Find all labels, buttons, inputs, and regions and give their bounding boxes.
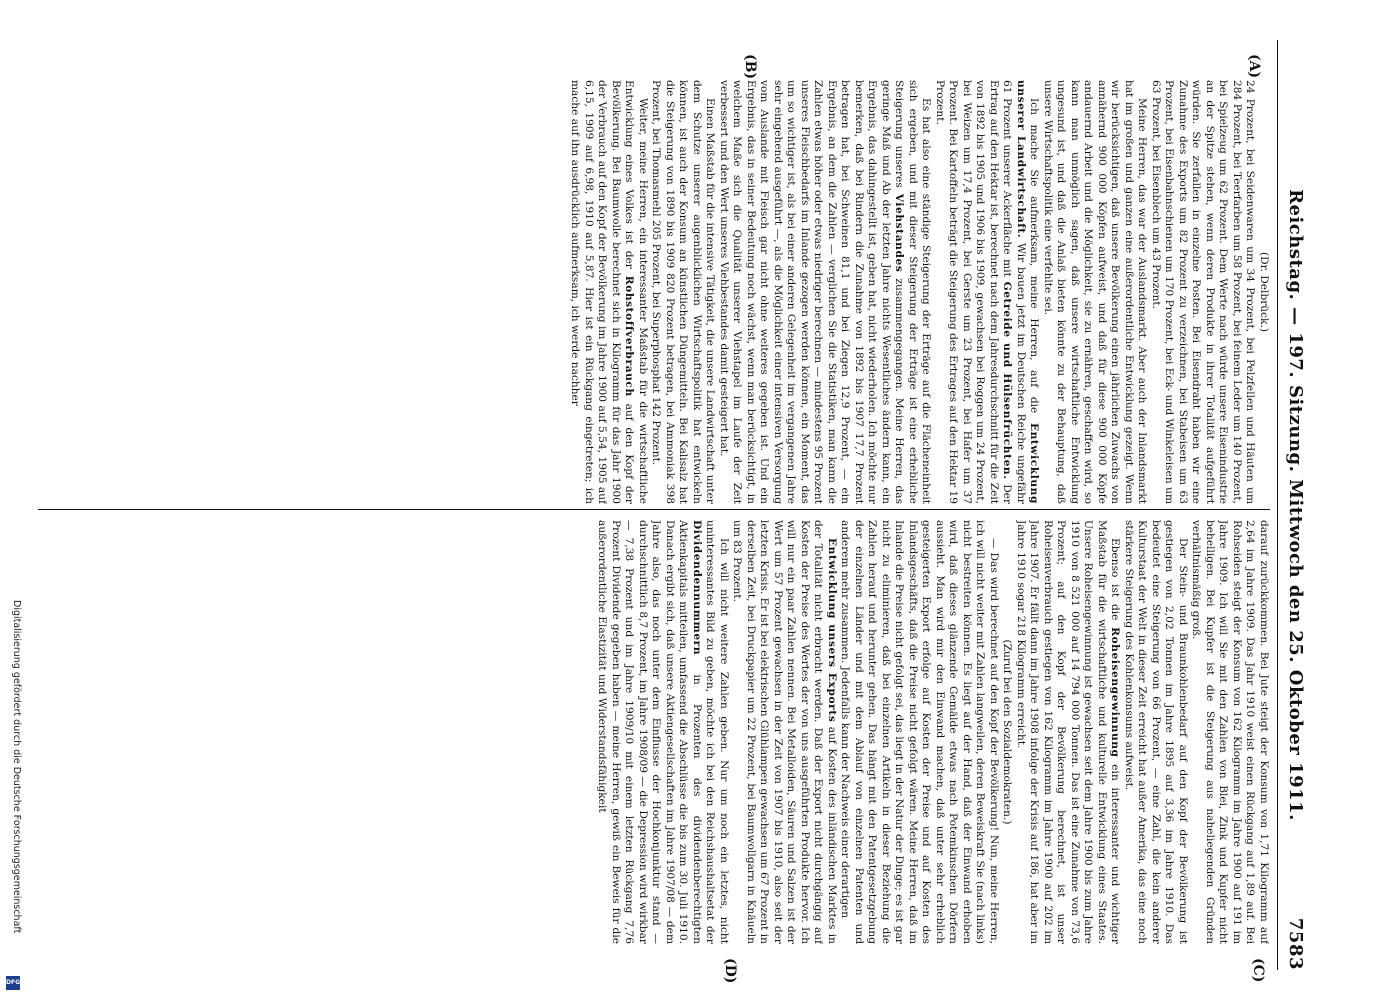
rotated-page bbox=[28, 0, 1318, 1000]
paragraph bbox=[730, 520, 838, 944]
text-run: auf Kosten des inländischen Marktes in der Totalität nicht erbracht werden. Daß der Export nicht durchgängig auf Kosten der Preise des Wertes der von uns ausgeführten Produkte hervor. Ich will nur ein paar Zahlen nennen. Bei Metalloiden, Säuren und Salzen ist der Wert um 57 Prozent gewachsen in der Zeit von 1907 bis 1910, also seit der letzten Krisis. Er ist bei elektrischen Glühlampen gewachsen um 67 Prozent in derselben Zeit, bei Druckpapier um 22 Prozent, bei Baumwollgarn in Knäueln um 83 Prozent. bbox=[731, 520, 838, 944]
header-rule bbox=[1277, 40, 1278, 970]
paragraph: darauf zurückkommen. Bei Jute steigt der Konsum von 1,71 Kilogramm auf 2,64 im Jahre 1909. Das Jahr 1910 weist einen Rückgang auf 1,89 auf. Bei Rohseiden steigt der Konsum von 162 Kilogramm im Jahre 1900 auf 191 im Jahre 1909. Ich will Sie mit den Zahlen von Blei, Zink und Kupfer nicht behelligen. Bei Kupfer ist die Steigerung aus naheliegenden Gründen verhältnismäßig groß. bbox=[1190, 520, 1270, 944]
footer-credit: Digitalisierung gefördert durch die Deutsche Forschungsgemeinschaft bbox=[11, 600, 22, 934]
margin-mark-a: (A) bbox=[1246, 54, 1262, 79]
text-run: in Prozenten des dividendenberechtigten Aktienkapitals mitteilen, umfassend die Abschlüsse die bis zum 30. Juli 1910. Danach ergibt sich, daß unsere Aktiengesellschaften im Jahre 1907/08 — dem Jahre also, das noch unter dem Einflusse der Hochkonjunktur stand — durchschnittlich 8,7 Prozent, im Jahre 1908/09 — die Depression wird wirkbar — 7,38 Prozent und im Jahre 1909/10 mit einem letzten Rückgang 7,76 Prozent Dividende gegeben haben — meine Herren, gewiß ein Beweis für die außerordentliche Elastizität und Widerstandsfähigkeit bbox=[596, 520, 703, 944]
bold-heading: Rohstoffverbrauch bbox=[623, 275, 636, 397]
interjection: (Zuruf bei den Sozialdemokraten.) bbox=[1001, 639, 1014, 825]
text-run: auf den Kopf der Bevölkerung. Bei Baumwolle berechnet sich in Kilogramm für das Jahr 1900 der Verbrauch auf den Kopf der Bevölkerung im Jahre 1900 auf 5,54, 1905 auf 6,15, 1909 auf 6,98, 1910 auf 5,87. Hier ist ein Rückgang eingetreten; ich mache auf ihn ausdrücklich aufmerksam, ich werde nachher bbox=[569, 80, 636, 504]
paragraph bbox=[568, 80, 649, 504]
bold-heading: Entwicklung unsers Exports bbox=[826, 538, 838, 723]
right-column bbox=[38, 520, 1270, 944]
margin-mark-d: (D) bbox=[722, 958, 738, 984]
page-header bbox=[1282, 40, 1306, 970]
margin-mark-b: (B) bbox=[742, 54, 758, 80]
dfg-logo: DFG bbox=[6, 976, 20, 990]
text-run: Ich will nicht weitere Zahlen geben. Nur um noch ein letztes, nicht uninteressantes Bild zu geben, möchte ich bei den Reichshaushaltsetat der bbox=[704, 520, 730, 944]
text-run: Weiter, meine Herren, ein interessanter Maßstab für die wirtschaftliche Entwicklung eines Volkes ist der bbox=[623, 80, 649, 504]
speaker-label: (Dr. Delbrück.) bbox=[1258, 252, 1270, 332]
page-title: Reichstag. — 197. Sitzung. Mittwoch den 25. Oktober 1911. bbox=[1285, 189, 1306, 821]
text-run: zusammengegangen. Meine Herren, das geringe Maß und Ab der letzten Jahre nichts Wesentliches ändern kann, ein Ergebnis, das dahingestellt ist, geben hat, nicht wiederholen. Ich möchte nur bemerken, daß bei Rindern die Zunahme von 1892 bis 1907 17,7 Prozent betragen hat, bei Schweinen 81,1 und bei Ziegen 12,9 Prozent, — ein Ergebnis, an dem die Zahlen — verglichen Sie die Statistiken, man kann die Zahlen etwas höher oder etwas niedriger berechnen — mindestens 95 Prozent unseres Fleischbedarfs im Inlande gezogen werden können, ein Moment, das um so wichtiger ist, als bei einer anderen Gelegenheit im vergangenen Jahre sehr eingehend ausgeführt —, als die Möglichkeit einer intensiven Versorgung vom Auslande mit Fleisch gar nicht ohne weiteres gegeben ist. Und ein Ergebnis, das in seiner Bedeutung noch wächst, wenn man berücksichtigt, in welchem Maße sich die Qualität unserer Viehstapel im Laufe der Zeit verbessert und den Wert unseres Viehbestandes damit gesteigert hat. bbox=[718, 80, 906, 504]
text-run: Ich mache Sie aufmerksam, meine Herren, auf die bbox=[1028, 98, 1041, 414]
paragraph bbox=[933, 80, 1041, 504]
text-run: Es hat also eine ständige Steigerung der Erträge auf die Flächeneinheit sich ergeben, und mit dieser Steigerung der Erträge ist eine erhebliche Steigerung unseres bbox=[893, 80, 933, 504]
paragraph: — Das wird berechnet auf den Kopf der Bevölkerung! Nun, meine Herren, ich will nicht weiter mit Zahlen langweilen, deren Beweiskraft Sie (nach links) nicht bestreiten können. Es liegt auf der Hand, daß der Einwand erhoben wird, daß dieses glänzende Gemälde etwas nach Potemkinschen Dörfern aussieht. Man wird mir den Einwand machen, daß unter sehr erheblich gesteigerten Export erfolge auf Kosten der Preise und auf Kosten des Inlandsgeschäfts, daß die Preise nicht gefolgt wären. Meine Herren, daß im Inlande die Preise nicht gefolgt sei, das liegt in der Natur der Dinge; es ist gar nicht zu eliminieren, daß bei einzelnen Artikeln in dieser Beziehung die Zahlen herauf und herunter gehen. Das hängt mit den Patentgesetzgebung der einzelnen Länder und mit dem Ablauf von einzelnen Patenten und anderem mehr zusammen. Jedenfalls kann der Nachweis einer derartigen bbox=[839, 520, 1000, 944]
paragraph bbox=[1014, 520, 1122, 944]
paragraph: 24 Prozent, bei Seidenwaren um 34 Prozent, bei Pelzfellen und Häuten um 284 Prozent, bei Teerfarben um 58 Prozent, bei feinem Leder um 140 Prozent, bei Spielzeug um 62 Prozent. Dem Werte nach würde unsere Eisenindustrie an der Spitze stehen, wenn deren Produkte in ihrer Totalität aufgeführt würden. Sie zerfallen in einzelne Posten. Bei Eisendraht haben wir eine Zunahme des Exports um 82 Prozent zu verzeichnen, bei Stabeisen um 63 Prozent, bei Eisenbahnschienen um 170 Prozent, bei Eck- und Winkeleisen um 63 Prozent, bei Eisenblech um 43 Prozent. bbox=[1150, 80, 1257, 504]
column-divider bbox=[38, 509, 1270, 510]
bold-heading: Getreide und Hülsenfrüchten. bbox=[1001, 281, 1014, 480]
paragraph: Einen Maßstab für die intensive Tätigkeit, die unsere Landwirtschaft unter dem Schutze unserer augenblicklichen Wirtschaftspolitik hat entwickeln können, ist auch der Konsum an künstlichen Düngemitteln. Bei Kalisalz hat die Steigerung von 1890 bis 1909 820 Prozent betragen, bei Ammoniak 398 Prozent, bei Thomasmehl 205 Prozent, bei Superphosphat 142 Prozent. bbox=[650, 80, 717, 504]
page-number: 7583 bbox=[1285, 917, 1306, 970]
bold-heading: Roheisengewinnung bbox=[1109, 627, 1122, 758]
text-run: ein interessanter und wichtiger Maßstab für die wirtschaftliche und kulturelle Entwicklung eines Staates. Unsere Roheisengewinnung ist gewachsen seit dem Jahre 1900 bis zum Jahre 1910 von 8 521 000 auf 14 794 000 Tonnen. Das ist eine Zunahme von 73,6 Prozent; auf den Kopf der Bevölkerung berechnet, ist unser Roheisenverbrauch gestiegen von 162 Kilogramm im Jahre 1900 auf 202 im Jahre 1907. Er fällt dann im Jahre 1908 infolge der Krisis auf 186, hat aber im Jahre 1910 sogar 218 Kilogramm erreicht. bbox=[1015, 520, 1122, 944]
margin-mark-c: (C) bbox=[1250, 958, 1266, 983]
paragraph bbox=[717, 80, 933, 504]
left-column bbox=[38, 80, 1270, 504]
digitization-footer bbox=[4, 600, 24, 992]
paragraph: Der Stein- und Braunkohlenbedarf auf den Kopf der Bevölkerung ist gestiegen von 2,02 Tonnen im Jahre 1895 auf 3,36 im Jahre 1910. Das bedeutet eine Steigerung von 66 Prozent, — eine Zahl, die kein anderer Kulturstaat der Welt in dieser Zeit erreicht hat außer Amerika, das eine noch stärkere Steigerung des Kohlenkonsums aufweist. bbox=[1123, 520, 1189, 944]
bold-heading: Dividendennummern bbox=[691, 520, 703, 656]
paragraph: Meine Herren, das war der Auslandsmarkt. Aber auch der Inlandsmarkt hat im großen und ganzen eine außerordentliche Entwicklung gezeigt. Wenn wir berücksichtigen, daß unsere Bevölkerung einen jährlichen Zuwachs von annähernd 900 000 Köpfen aufweist, und daß für diese 900 000 Köpfe andauernd Arbeit und die Möglichkeit, sie zu ernähren, geschaffen wird, so kann man unmöglich sagen, daß unsere wirtschaftliche Entwicklung ungesund ist, und daß die Anlaß bieten könnte zu der Behauptung, daß unsere Wirtschaftspolitik eine verfehlte sei. bbox=[1042, 80, 1149, 504]
text-run: Ebenso ist die bbox=[1109, 538, 1122, 621]
paragraph bbox=[595, 520, 730, 944]
text-run: Wir bauen jetzt im Deutschen Reiche ungefähr 61 Prozent unserer Ackerfläche mit bbox=[1001, 80, 1027, 504]
bold-heading: Viehstandes bbox=[893, 193, 906, 273]
text-run: Der Ertrag auf den Hektar ist, berechnet nach dem Jahresdurchschnitt für die Zeit von 1892 bis 1905 und 1906 bis 1909, gewachsen bei Roggen um 24 Prozent, bei Weizen um 17,4 Prozent, bei Gerste um 23 Prozent, bei Hafer um 37 Prozent. Bei Kartoffeln beträgt die Steigerung des Ertrages auf den Hektar 19 Prozent. bbox=[934, 80, 1014, 504]
bold-heading: Entwicklung unserer Landwirtschaft. bbox=[1015, 80, 1041, 504]
